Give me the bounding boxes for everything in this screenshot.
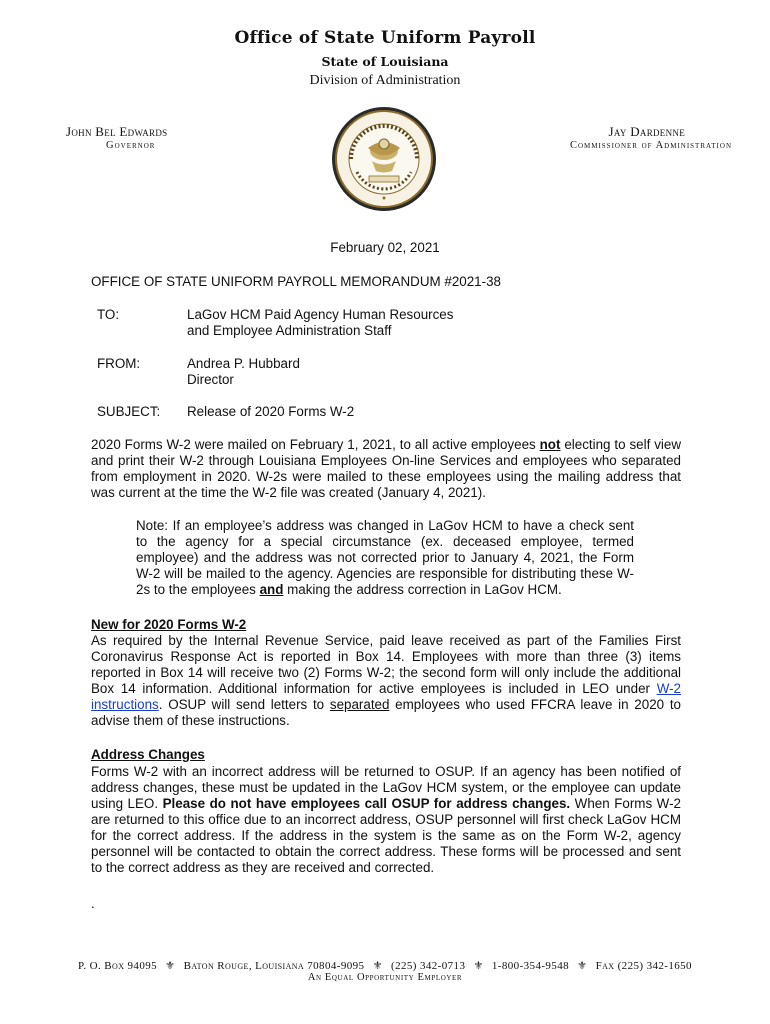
to-line-2: and Employee Administration Staff (187, 323, 392, 338)
from-line-1: Andrea P. Hubbard (187, 356, 300, 371)
to-label: TO: (97, 307, 120, 322)
intro-text-2: electing to self view and print their W-2 through Louisiana Employees On-line Services and employees who separated from employment in 2020. W-2s were mailed to these employees using the mailing address that was current at the time the W-2 file was created (January 4, 2021). (91, 437, 681, 500)
footer-po-box: P. O. Box 94095 (78, 960, 158, 972)
note-paragraph (136, 518, 634, 598)
footer-fax: Fax (225) 342-1650 (595, 960, 692, 972)
emphasis-not: not (539, 437, 561, 452)
footer-city: Baton Rouge, Louisiana 70804-9095 (183, 960, 365, 972)
division-title: Division of Administration (309, 73, 461, 88)
commissioner-title: Commissioner of Administration (569, 140, 732, 151)
address-text-1: Forms W-2 with an incorrect address will be returned to OSUP. If an agency has been notified of address changes, these must be updated in the LaGov HCM system, or the employee can update using LEO. (91, 764, 681, 811)
subject-value: Release of 2020 Forms W-2 (187, 404, 355, 419)
from-value (187, 356, 300, 388)
fleur-de-lis-icon: ⚜ (165, 960, 176, 972)
note-text-2: making the address correction in LaGov HCM. (283, 582, 562, 597)
from-label: FROM: (97, 356, 141, 371)
fleur-de-lis-icon: ⚜ (473, 960, 484, 972)
new-text-3: employees who used FFCRA leave in 2020 to advise them of these instructions. (91, 697, 682, 728)
state-title: State of Louisiana (321, 54, 449, 69)
footer-phone-1: (225) 342-0713 (391, 960, 466, 972)
memo-date: February 02, 2021 (330, 240, 440, 255)
memo-heading: OFFICE OF STATE UNIFORM PAYROLL MEMORANDUM #2021-38 (91, 274, 501, 289)
new-text-2: . OSUP will send letters to (158, 697, 330, 712)
governor-name: John Bel Edwards (66, 124, 168, 139)
fleur-de-lis-icon: ⚜ (372, 960, 383, 972)
new-section-heading: New for 2020 Forms W-2 (91, 617, 247, 632)
address-section-heading: Address Changes (91, 747, 205, 762)
address-section-paragraph (91, 764, 681, 876)
new-section-paragraph (91, 633, 681, 729)
address-text-2: When Forms W-2 are returned to this office due to an incorrect address, OSUP personnel will first check LaGov HCM for the correct address. If the address in the system is the same as on the Form W-2, agency personnel will be contacted to obtain the correct address. These forms will be processed and sent to the correct address as they are received and corrected. (91, 796, 681, 875)
new-text-1: As required by the Internal Revenue Service, paid leave received as part of the Families First Coronavirus Response Act is reported in Box 14. Employees with more than three (3) items reported in Box 14 will receive two (2) Forms W-2; the second form will only include the additional Box 14 information. Additional information for active employees is included in LEO under (91, 633, 681, 696)
state-seal-icon (331, 106, 437, 212)
address-bold-warning: Please do not have employees call OSUP for address changes. (162, 796, 571, 811)
note-text-1: Note: If an employee’s address was changed in LaGov HCM to have a check sent to the agency for a special circumstance (ex. deceased employee, termed employee) and the address was not corrected prior to January 4, 2021, the Form W-2 will be mailed to the agency. Agencies are responsible for distributing these W-2s to the employees (136, 518, 634, 597)
subject-label: SUBJECT: (97, 404, 161, 419)
office-title: Office of State Uniform Payroll (234, 28, 536, 48)
commissioner-block (520, 124, 732, 151)
footer-phone-2: 1-800-354-9548 (491, 960, 570, 972)
emphasis-and: and (259, 582, 284, 597)
emphasis-separated: separated (329, 697, 390, 712)
governor-title: Governor (106, 140, 156, 151)
trailing-period: . (91, 896, 95, 911)
intro-text-1: 2020 Forms W-2 were mailed on February 1, 2021, to all active employees (91, 437, 540, 452)
footer-address-line (0, 959, 770, 972)
from-line-2: Director (187, 372, 234, 387)
w2-instructions-link[interactable]: W-2 instructions (91, 681, 681, 712)
intro-paragraph (91, 437, 681, 501)
commissioner-name: Jay Dardenne (608, 124, 685, 139)
to-line-1: LaGov HCM Paid Agency Human Resources (187, 307, 454, 322)
footer-employer: An Equal Opportunity Employer (307, 972, 463, 983)
fleur-de-lis-icon: ⚜ (577, 960, 588, 972)
governor-block (66, 124, 167, 151)
to-value (187, 307, 453, 339)
